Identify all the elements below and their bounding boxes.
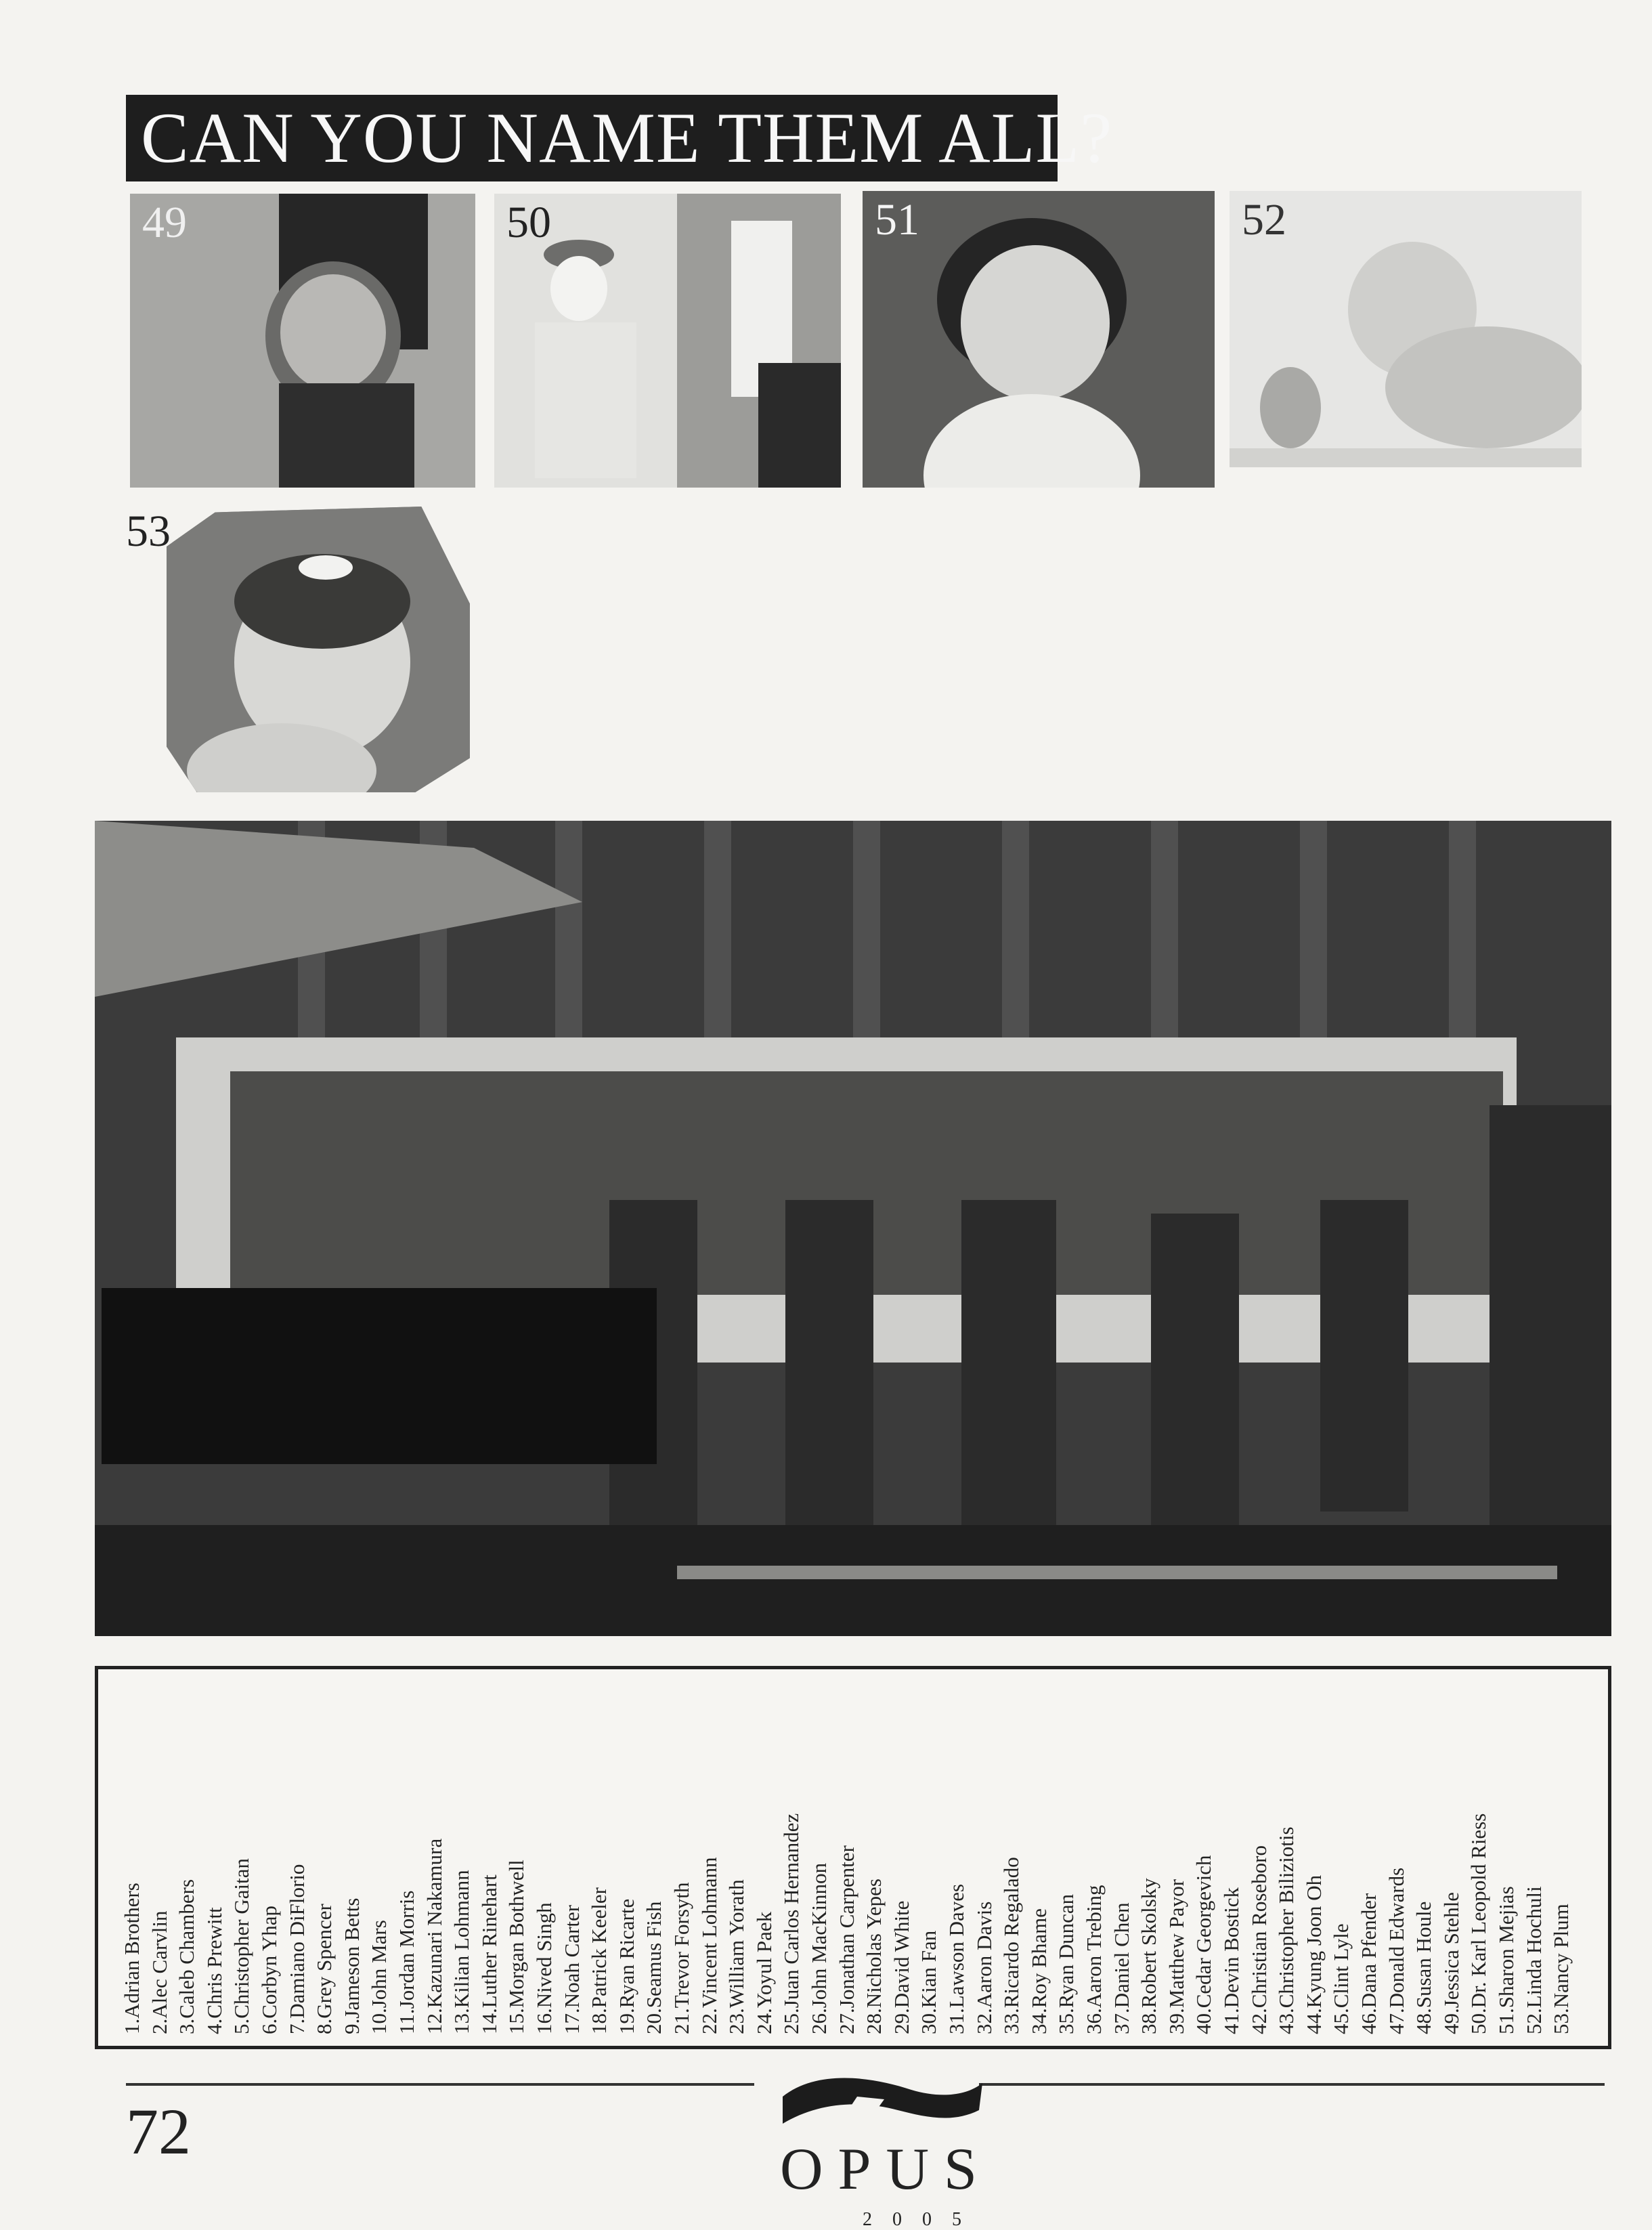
- name-entry-index: 20.: [642, 2008, 666, 2034]
- name-entry: [501, 1682, 532, 2034]
- name-entry-index: 30.: [917, 2008, 941, 2034]
- name-entry: [391, 1682, 422, 2034]
- page-number: 72: [126, 2095, 191, 2168]
- name-entry: [638, 1682, 670, 2034]
- name-entry-index: 3.: [175, 2018, 199, 2034]
- name-entry: [1106, 1682, 1137, 2034]
- name-entry: [419, 1682, 450, 2034]
- logo-year: 2005: [863, 2209, 982, 2230]
- name-entry: [254, 1682, 285, 2034]
- name-entry-name: Aaron Davis: [972, 1901, 996, 2009]
- names-list: [102, 1674, 1605, 2040]
- name-entry-name: Christopher Biliziotis: [1274, 1826, 1299, 2009]
- name-entry: [1216, 1682, 1247, 2034]
- name-entry: [1408, 1682, 1439, 2034]
- name-entry: [529, 1682, 560, 2034]
- name-entry-name: Yoyul Paek: [752, 1911, 776, 2009]
- name-entry-name: Ricardo Regalado: [999, 1857, 1024, 2009]
- choir-group-photo: [95, 821, 1611, 1636]
- name-entry: [171, 1682, 202, 2034]
- name-entry: [941, 1682, 972, 2034]
- name-entry: [309, 1682, 340, 2034]
- name-entry: [1051, 1682, 1082, 2034]
- name-entry: [694, 1682, 725, 2034]
- name-entry: [1161, 1682, 1192, 2034]
- name-entry-index: 52.: [1521, 2008, 1546, 2034]
- name-entry-index: 47.: [1384, 2008, 1408, 2034]
- name-entry: [996, 1682, 1027, 2034]
- name-entry-index: 38.: [1137, 2008, 1161, 2034]
- name-entry-name: Susan Houle: [1412, 1901, 1436, 2009]
- name-entry: [116, 1682, 148, 2034]
- baby-photo-51: [863, 191, 1215, 488]
- name-entry-name: Kian Fan: [917, 1930, 941, 2009]
- name-entry: [282, 1682, 313, 2034]
- name-entry: [804, 1682, 835, 2034]
- name-entry-index: 15.: [504, 2008, 529, 2034]
- name-entry-index: 36.: [1082, 2008, 1106, 2034]
- name-entry-index: 23.: [724, 2008, 749, 2034]
- name-entry-index: 4.: [202, 2018, 226, 2034]
- name-entry-index: 16.: [532, 2008, 556, 2034]
- name-entry: [1271, 1682, 1302, 2034]
- name-entry-name: Kyung Joon Oh: [1301, 1874, 1326, 2009]
- name-entry: [666, 1682, 697, 2034]
- name-entry-name: Adrian Brothers: [120, 1883, 144, 2019]
- name-entry-name: John Mars: [367, 1920, 391, 2009]
- name-entry-name: Lawson Daves: [944, 1883, 968, 2009]
- name-entry: [886, 1682, 917, 2034]
- name-entry-name: Jameson Betts: [339, 1897, 364, 2019]
- name-entry-name: Devin Bostick: [1219, 1887, 1243, 2009]
- name-entry-index: 31.: [944, 2008, 968, 2034]
- name-entry: [969, 1682, 1000, 2034]
- name-entry-name: Juan Carlos Hernandez: [779, 1813, 804, 2009]
- name-entry-index: 35.: [1054, 2008, 1079, 2034]
- name-entry-name: Nicholas Yepes: [862, 1879, 886, 2009]
- baby-photo-53: [167, 507, 470, 792]
- name-entry-index: 18.: [587, 2008, 611, 2034]
- name-entry: [1519, 1682, 1550, 2034]
- name-entry: [1436, 1682, 1467, 2034]
- photo-number: 50: [506, 198, 551, 247]
- name-entry-index: 12.: [422, 2008, 446, 2034]
- name-entry-name: Trevor Forsyth: [670, 1882, 693, 2009]
- name-entry-index: 19.: [614, 2008, 638, 2034]
- name-entry: [226, 1682, 257, 2034]
- name-entry-index: 44.: [1301, 2008, 1326, 2034]
- name-entry: [1244, 1682, 1275, 2034]
- name-entry-index: 24.: [752, 2008, 776, 2034]
- name-entry-index: 10.: [367, 2008, 391, 2034]
- name-entry-index: 48.: [1412, 2008, 1436, 2034]
- name-entry-name: Aaron Trebing: [1082, 1885, 1106, 2009]
- name-entry-index: 41.: [1219, 2008, 1243, 2034]
- name-entry-name: Seamus Fish: [642, 1901, 666, 2009]
- name-entry-index: 40.: [1192, 2008, 1216, 2034]
- name-entry-index: 53.: [1549, 2008, 1573, 2034]
- name-entry-index: 46.: [1357, 2008, 1381, 2034]
- name-entry-name: Clint Lyle: [1329, 1923, 1353, 2009]
- name-entry-index: 9.: [339, 2018, 364, 2034]
- name-entry-index: 51.: [1494, 2008, 1518, 2034]
- name-entry-name: Patrick Keeler: [587, 1887, 611, 2009]
- name-entry-index: 14.: [477, 2008, 501, 2034]
- name-entry-name: Kazunari Nakamura: [422, 1838, 446, 2009]
- name-entry-name: Ryan Duncan: [1054, 1893, 1079, 2009]
- name-entry-name: Cedar Georgevich: [1192, 1855, 1216, 2009]
- name-entry-name: William Yorath: [724, 1879, 749, 2009]
- footer-rule-left: [126, 2083, 754, 2086]
- name-entry-name: Linda Hochuli: [1521, 1886, 1546, 2009]
- name-entry-index: 43.: [1274, 2008, 1299, 2034]
- footer-rule-right: [979, 2083, 1605, 2086]
- name-entry-index: 2.: [147, 2018, 171, 2034]
- name-entry-index: 5.: [230, 2018, 254, 2034]
- name-entry: [1463, 1682, 1494, 2034]
- name-entry-index: 32.: [972, 2008, 996, 2034]
- name-entry: [1326, 1682, 1357, 2034]
- name-entry: [721, 1682, 752, 2034]
- name-entry: [1133, 1682, 1165, 2034]
- name-entry-index: 21.: [670, 2008, 693, 2034]
- baby-photo-49: [130, 194, 475, 488]
- name-entry: [144, 1682, 175, 2034]
- name-entry-index: 13.: [450, 2008, 474, 2034]
- name-entry-name: Noah Carter: [559, 1904, 584, 2009]
- name-entry: [336, 1682, 368, 2034]
- photo-number: 53: [126, 507, 171, 556]
- name-entry: [1381, 1682, 1412, 2034]
- name-entry: [1024, 1682, 1055, 2034]
- name-entry-name: Caleb Chambers: [175, 1879, 199, 2019]
- name-entry-name: Morgan Bothwell: [504, 1860, 529, 2009]
- baby-photo-50: [494, 194, 841, 488]
- name-entry-name: Luther Rinehart: [477, 1874, 501, 2009]
- name-entry-index: 33.: [999, 2008, 1024, 2034]
- name-entry-name: Corbyn Yhap: [257, 1906, 281, 2019]
- name-entry-name: Nived Singh: [532, 1902, 556, 2009]
- name-entry-name: Kilian Lohmann: [450, 1870, 474, 2009]
- name-entry-index: 28.: [862, 2008, 886, 2034]
- photo-number: 49: [142, 198, 187, 247]
- name-entry-index: 39.: [1164, 2008, 1188, 2034]
- name-entry: [446, 1682, 477, 2034]
- name-entry-index: 42.: [1246, 2008, 1271, 2034]
- name-entry-index: 34.: [1026, 2008, 1051, 2034]
- name-entry-index: 26.: [807, 2008, 831, 2034]
- name-entry-name: John MacKinnon: [807, 1862, 831, 2009]
- name-entry-index: 45.: [1329, 2008, 1353, 2034]
- name-entry: [611, 1682, 643, 2034]
- name-entry-name: Chris Prewitt: [202, 1907, 226, 2019]
- name-entry: [557, 1682, 588, 2034]
- name-entry: [1079, 1682, 1110, 2034]
- name-entry: [474, 1682, 505, 2034]
- name-entry: [1353, 1682, 1385, 2034]
- name-entry-index: 1.: [120, 2018, 144, 2034]
- name-entry: [749, 1682, 780, 2034]
- name-entry-name: Dana Pfender: [1357, 1893, 1381, 2009]
- name-entry-name: Alec Carvlin: [147, 1910, 171, 2019]
- baby-photo-52: [1230, 191, 1582, 467]
- name-entry-name: David White: [889, 1900, 913, 2009]
- name-entry-index: 8.: [312, 2018, 336, 2034]
- name-entry-index: 7.: [284, 2018, 309, 2034]
- name-entry-index: 22.: [697, 2008, 721, 2034]
- flag-icon: [776, 2070, 986, 2137]
- name-entry-name: Matthew Payor: [1164, 1879, 1188, 2009]
- name-entry: [913, 1682, 944, 2034]
- name-entry: [584, 1682, 615, 2034]
- name-entry-name: Jessica Stehle: [1439, 1891, 1463, 2009]
- name-entry-index: 50.: [1466, 2008, 1491, 2034]
- name-entry: [1546, 1682, 1577, 2034]
- name-entry: [776, 1682, 807, 2034]
- photo-number: 51: [875, 195, 919, 244]
- name-entry-name: Christopher Gaitan: [230, 1858, 254, 2019]
- name-entry-name: Donald Edwards: [1384, 1867, 1408, 2009]
- name-entry: [1491, 1682, 1522, 2034]
- name-entry-index: 29.: [889, 2008, 913, 2034]
- name-entry-name: Daniel Chen: [1109, 1902, 1133, 2009]
- name-entry: [1299, 1682, 1330, 2034]
- name-entry-index: 27.: [834, 2008, 858, 2034]
- name-entry-name: Dr. Karl Leopold Riess: [1466, 1813, 1491, 2009]
- name-entry-index: 17.: [559, 2008, 584, 2034]
- name-entry: [858, 1682, 890, 2034]
- name-entry-index: 11.: [395, 2009, 418, 2034]
- name-entry-name: Sharon Mejias: [1494, 1886, 1518, 2009]
- name-entry-name: Vincent Lohmann: [697, 1857, 721, 2009]
- name-entry-index: 37.: [1109, 2008, 1133, 2034]
- name-entry-index: 6.: [257, 2018, 281, 2034]
- name-entry: [199, 1682, 230, 2034]
- name-entry-index: 49.: [1439, 2008, 1463, 2034]
- name-entry-name: Robert Skolsky: [1137, 1878, 1161, 2009]
- name-entry-name: Christian Roseboro: [1246, 1845, 1271, 2009]
- name-entry-name: Roy Bhame: [1026, 1908, 1051, 2009]
- page-title: CAN YOU NAME THEM ALL?: [126, 95, 1058, 181]
- name-entry-name: Damiano DiFlorio: [284, 1864, 309, 2019]
- name-entry: [831, 1682, 863, 2034]
- opus-logo: [769, 2065, 993, 2230]
- name-entry-index: 25.: [779, 2008, 804, 2034]
- name-entry-name: Nancy Plum: [1549, 1904, 1573, 2009]
- name-entry: [1188, 1682, 1219, 2034]
- logo-text: OPUS: [780, 2137, 992, 2202]
- name-entry-name: Grey Spencer: [312, 1904, 336, 2019]
- photo-number: 52: [1242, 195, 1286, 244]
- name-entry: [364, 1682, 395, 2034]
- name-entry-name: Jordan Morris: [395, 1890, 418, 2009]
- name-entry-name: Ryan Ricarte: [614, 1898, 638, 2009]
- name-entry-name: Jonathan Carpenter: [834, 1845, 858, 2009]
